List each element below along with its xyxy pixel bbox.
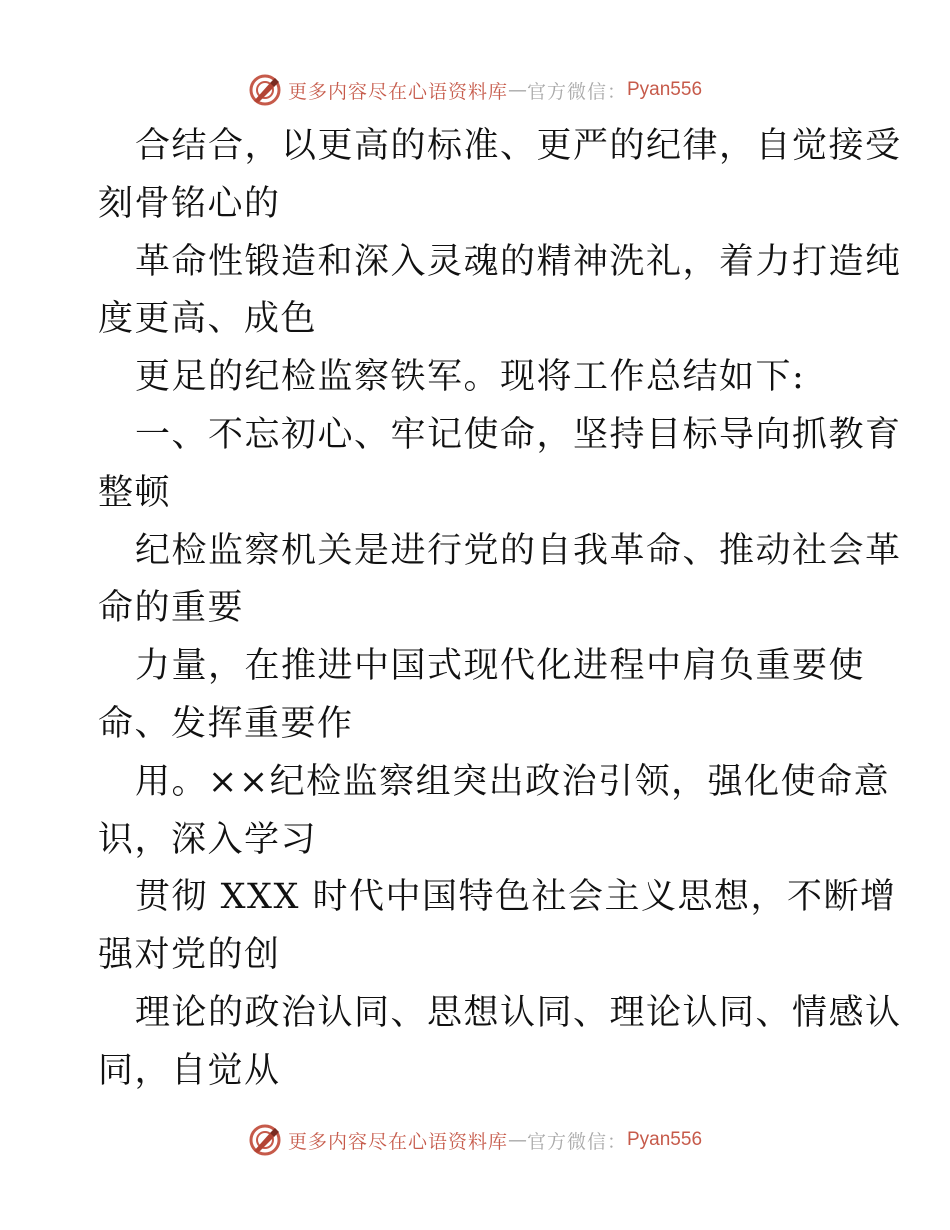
section-heading: 一、不忘初心、牢记使命，坚持目标导向抓教育: [135, 414, 902, 455]
text-line: 贯彻 XXX 时代中国特色社会主义思想，不断增: [135, 877, 897, 918]
text-line: 同，自觉从: [98, 1050, 281, 1091]
banner-side-text: 官方微信：: [526, 1130, 627, 1153]
banner-separator: —: [507, 79, 527, 101]
text-line: 革命性锻造和深入灵魂的精神洗礼，着力打造纯: [135, 241, 902, 282]
header-banner: [0, 70, 950, 110]
document-body: [98, 118, 902, 1101]
text-line: 力量，在推进中国式现代化进程中肩负重要使: [135, 646, 866, 687]
pen-logo-icon: [248, 1123, 282, 1157]
banner-separator: —: [507, 1129, 527, 1151]
text-line: 强对党的创: [98, 935, 281, 976]
text-line: 识，深入学习: [98, 819, 318, 860]
banner-wechat-id: Pyan556: [627, 1129, 703, 1150]
text-line: 纪检监察机关是进行党的自我革命、推动社会革: [135, 530, 902, 571]
banner-side-text: 官方微信：: [526, 80, 627, 103]
text-line: 更足的纪检监察铁军。现将工作总结如下:: [135, 357, 806, 398]
text-line: 刻骨铭心的: [98, 183, 281, 224]
section-heading-cont: 整顿: [98, 472, 172, 513]
text-line: 理论的政治认同、思想认同、理论认同、情感认: [135, 992, 902, 1033]
text-line: 命、发挥重要作: [98, 703, 354, 744]
text-line: 合结合，以更高的标准、更严的纪律，自觉接受: [135, 126, 902, 166]
footer-banner: [0, 1120, 950, 1160]
text-line: 用。××纪检监察组突出政治引领，强化使命意: [135, 761, 891, 802]
banner-main-text: 更多内容尽在心语资料库: [287, 80, 508, 103]
text-line: 命的重要: [98, 588, 245, 629]
banner-wechat-id: Pyan556: [627, 79, 703, 100]
banner-main-text: 更多内容尽在心语资料库: [287, 1130, 508, 1153]
pen-logo-icon: [248, 73, 282, 107]
text-line: 度更高、成色: [98, 299, 318, 340]
